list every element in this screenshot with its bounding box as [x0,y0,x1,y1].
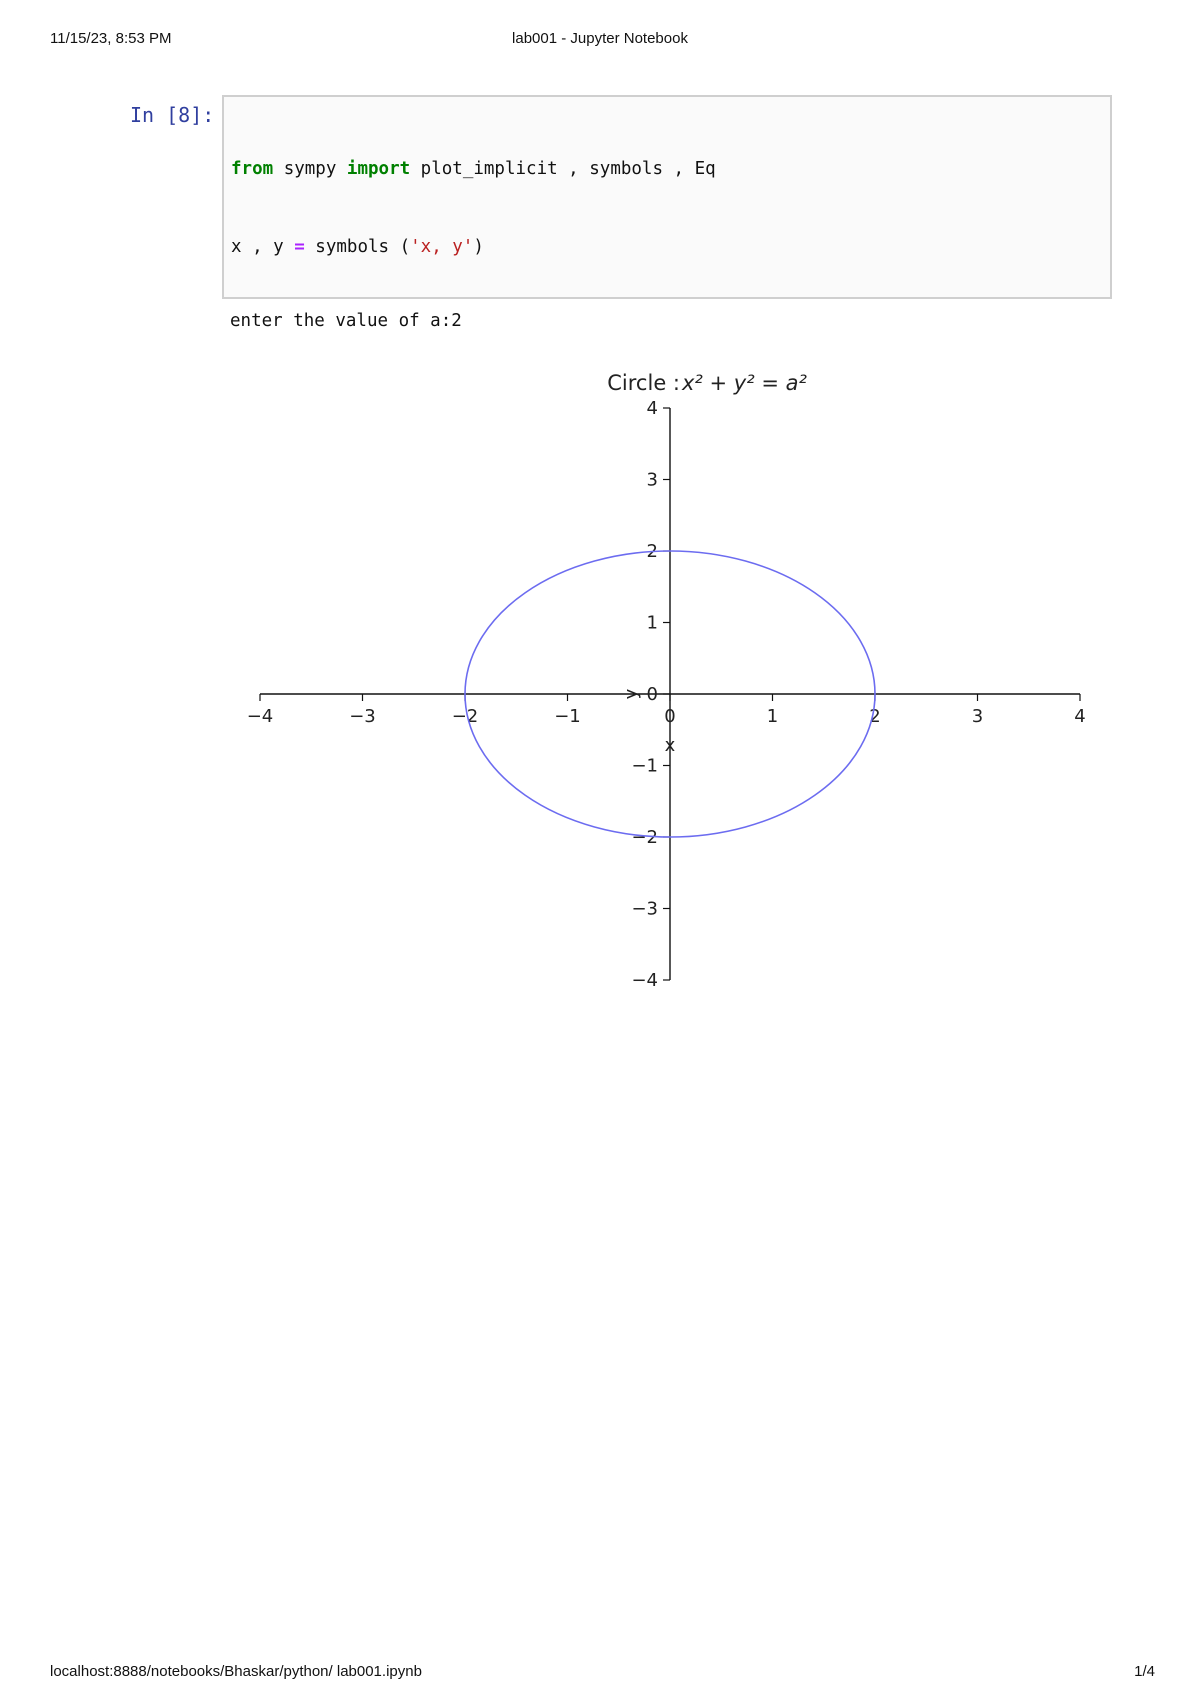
y-tick-label: 2 [646,541,658,562]
x-tick-label: 2 [869,706,881,727]
y-axis-label: y [621,688,642,700]
x-tick-label: −4 [246,706,274,727]
code-line-2: x , y = symbols ('x, y') [231,237,484,257]
chart-title: Circle : [607,371,680,395]
x-tick-label: −1 [554,706,581,727]
y-tick-label: −4 [631,970,658,991]
footer-url: localhost:8888/notebooks/Bhaskar/python/ lab001.ipynb [50,1663,422,1680]
x-tick-label: −2 [451,706,479,727]
y-tick-label: 1 [646,612,658,634]
x-tick-label: 3 [971,706,984,727]
code-line-1: from sympy import plot_implicit , symbols , Eq [231,159,716,179]
y-tick-label: −3 [631,898,658,920]
axes [247,398,1086,991]
print-datetime: 11/15/23, 8:53 PM [50,30,172,47]
code-editor[interactable] [231,104,1032,299]
y-tick-label: −2 [631,827,658,848]
x-axis-label: x [664,735,676,756]
code-cell[interactable] [222,95,1112,299]
y-tick-label: −1 [631,755,658,777]
page-title: lab001 - Jupyter Notebook [512,30,688,47]
x-tick-label: 0 [664,706,676,727]
cell-prompt: In [8]: [130,103,215,127]
footer-page-number: 1/4 [1134,1663,1155,1680]
x-tick-label: 4 [1074,706,1086,727]
cell-output: enter the value of a:2 [230,311,462,331]
x-tick-label: 1 [766,706,779,727]
x-tick-label: −3 [349,706,376,727]
y-tick-label: 0 [646,684,658,705]
y-tick-label: 3 [646,469,658,491]
circle-plot [230,360,1110,1000]
y-tick-label: 4 [646,398,658,419]
chart-title-math: x² + y² = a² [682,371,807,395]
